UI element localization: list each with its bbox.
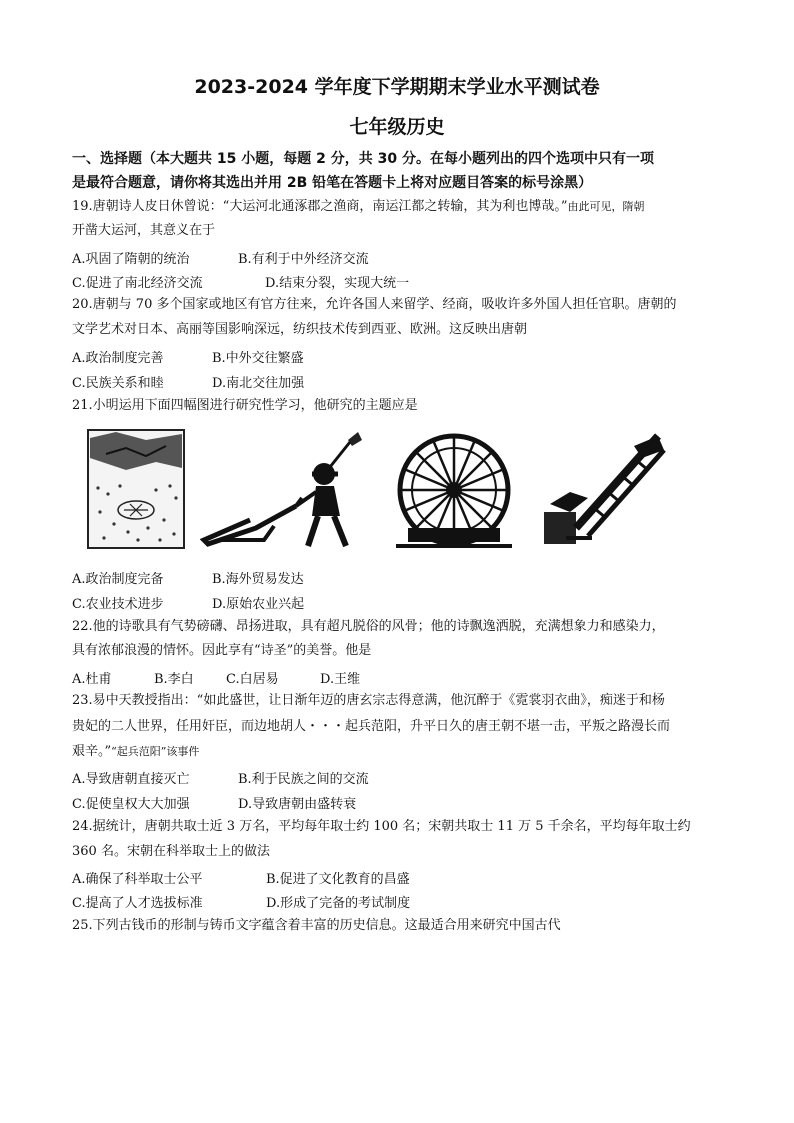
q19-option-b: B.有利于中外经济交流 <box>238 252 369 267</box>
q24-option-a: A.确保了科举取士公平 <box>72 872 203 887</box>
q21-option-a: A.政治制度完备 <box>72 572 164 587</box>
q19-option-c: C.促进了南北经济交流 <box>72 276 203 291</box>
q22-option-a: A.杜甫 <box>72 672 112 687</box>
q21-option-c: C.农业技术进步 <box>72 597 164 612</box>
q20-option-d: D.南北交往加强 <box>212 376 305 391</box>
q24-option-c: C.提高了人才选拔标准 <box>72 896 203 911</box>
water-wheel-image <box>388 428 520 550</box>
q24-stem-line1: 24.据统计，唐朝共取士近 3 万名，平均每年取士约 100 名；宋朝共取士 11 万 5 千余名，平均每年取士约 <box>72 819 691 834</box>
q20-option-a: A.政治制度完善 <box>72 351 164 366</box>
exam-title: 2023-2024 学年度下学期期末学业水平测试卷 <box>194 76 600 98</box>
q22-option-d: D.王维 <box>320 672 361 687</box>
q23-option-d: D.导致唐朝由盛转衰 <box>238 797 357 812</box>
ox-plough-image <box>200 428 378 550</box>
q23-stem-line3 <box>72 743 199 761</box>
q24-stem-line2: 360 名。宋朝在科举取士上的做法 <box>72 844 270 859</box>
q25-stem: 25.下列古钱币的形制与铸币文字蕴含着丰富的历史信息。这最适合用来研究中国古代 <box>72 918 561 933</box>
q23-stem-tail: “起兵范阳”该事件 <box>111 745 200 758</box>
q21-option-d: D.原始农业兴起 <box>212 597 305 612</box>
q22-option-c: C.白居易 <box>226 672 279 687</box>
q20-option-b: B.中外交往繁盛 <box>212 351 304 366</box>
q19-option-d: D.结束分裂，实现大统一 <box>265 276 410 291</box>
q23-option-a: A.导致唐朝直接灭亡 <box>72 772 190 787</box>
q19-stem <box>72 198 644 216</box>
q21-option-b: B.海外贸易发达 <box>212 572 304 587</box>
q19-stem-line2: 开凿大运河，其意义在于 <box>72 223 216 238</box>
q22-stem-line1: 22.他的诗歌具有气势磅礴、昂扬进取，具有超凡脱俗的风骨；他的诗飘逸洒脱，充满想象力和感染力， <box>72 619 665 634</box>
q20-stem-line1: 20.唐朝与 70 多个国家或地区有官方往来，允许各国人来留学、经商，吸收许多外国人担任官职。唐朝的 <box>72 297 677 312</box>
dragon-bone-pump-image <box>530 428 666 550</box>
q23-stem-line2: 贵妃的二人世界，任用奸臣，而边地胡人・・・起兵范阳，升平日久的唐王朝不堪一击，平叛之路漫长而 <box>72 719 671 734</box>
q20-option-c: C.民族关系和睦 <box>72 376 164 391</box>
q23-stem-text: 艰辛。” <box>72 744 112 759</box>
q23-option-c: C.促使皇权大大加强 <box>72 797 190 812</box>
farming-mural-image <box>86 428 186 550</box>
q19-stem-text: 19.唐朝诗人皮日休曾说：“大运河北通涿郡之渔商，南运江都之转输，其为利也博哉。” <box>72 199 568 214</box>
q20-stem-line2: 文学艺术对日本、高丽等国影响深远，纺织技术传到西亚、欧洲。这反映出唐朝 <box>72 322 528 337</box>
exam-subtitle: 七年级历史 <box>349 116 445 138</box>
q19-stem-tail: 由此可见，隋朝 <box>567 200 645 213</box>
q19-option-a: A.巩固了隋朝的统治 <box>72 252 190 267</box>
q24-option-d: D.形成了完备的考试制度 <box>266 896 411 911</box>
section-heading-line1: 一、选择题（本大题共 15 小题，每题 2 分，共 30 分。在每小题列出的四个选项中只有一项 <box>72 151 654 167</box>
q22-stem-line2: 具有浓郁浪漫的情怀。因此享有“诗圣”的美誉。他是 <box>72 643 372 658</box>
q24-option-b: B.促进了文化教育的昌盛 <box>266 872 410 887</box>
q21-stem: 21.小明运用下面四幅图进行研究性学习，他研究的主题应是 <box>72 398 418 413</box>
q23-option-b: B.利于民族之间的交流 <box>238 772 369 787</box>
q22-option-b: B.李白 <box>154 672 194 687</box>
section-heading-line2: 是最符合题意，请你将其选出并用 2B 铅笔在答题卡上将对应题目答案的标号涂黑） <box>72 175 593 191</box>
q23-stem-line1: 23.易中天教授指出：“如此盛世，让日渐年迈的唐玄宗志得意满，他沉醉于《霓裳羽衣曲》，痴迷于和杨 <box>72 693 665 708</box>
